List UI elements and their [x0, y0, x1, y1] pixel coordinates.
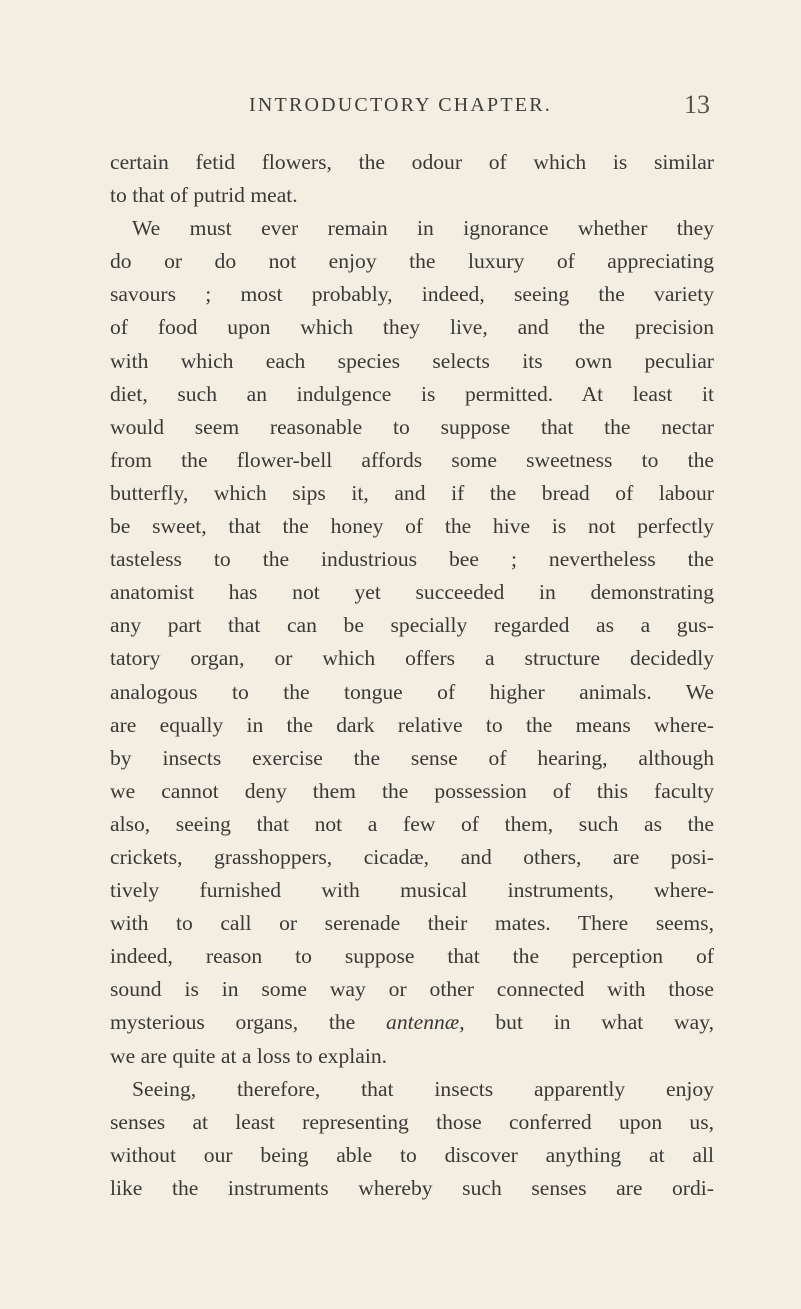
line-before-italic: mysterious organs, the [110, 1010, 387, 1035]
text-line: do or do not enjoy the luxury of appreciating [110, 249, 714, 274]
text-line: we cannot deny them the possession of this faculty [110, 778, 714, 803]
text-line: any part that can be specially regarded as a gus- [110, 613, 714, 638]
paragraph-end-line: we are quite at a loss to explain. [110, 1043, 388, 1068]
page-number: 13 [684, 90, 710, 119]
text-line: diet, such an indulgence is permitted. At least it [110, 381, 714, 406]
text-line: be sweet, that the honey of the hive is not perfectly [110, 514, 714, 539]
italic-term-antennae: antennæ [386, 1010, 460, 1035]
page-header [0, 90, 801, 130]
text-line: tasteless to the industrious bee ; nevertheless the [110, 547, 714, 572]
text-line: like the instruments whereby such senses are ordi- [110, 1175, 714, 1200]
text-line-with-italic [110, 1006, 714, 1039]
paragraph-start-line: Seeing, therefore, that insects apparently enjoy [132, 1076, 714, 1101]
text-line: with which each species selects its own peculiar [110, 348, 714, 373]
text-line: also, seeing that not a few of them, such as the [110, 811, 714, 836]
text-line: certain fetid flowers, the odour of which is similar [110, 150, 714, 174]
text-line: of food upon which they live, and the precision [110, 315, 714, 340]
text-line: sound is in some way or other connected with those [110, 977, 714, 1002]
text-line: tatory organ, or which offers a structure decidedly [110, 646, 714, 671]
text-line: senses at least representing those conferred upon us, [110, 1109, 714, 1134]
paragraph-end-line: to that of putrid meat. [110, 183, 298, 208]
text-line: analogous to the tongue of higher animals. We [110, 679, 714, 704]
text-line: by insects exercise the sense of hearing, although [110, 745, 714, 770]
line-after-italic: , but in what way, [459, 1010, 715, 1035]
running-title: INTRODUCTORY CHAPTER. [249, 94, 552, 116]
text-line: are equally in the dark relative to the means where- [110, 712, 714, 737]
paragraph-start-line: We must ever remain in ignorance whether they [132, 216, 714, 241]
text-line: with to call or serenade their mates. There seems, [110, 911, 714, 936]
text-line: without our being able to discover anything at all [110, 1142, 714, 1167]
text-line: crickets, grasshoppers, cicadæ, and others, are posi- [110, 844, 714, 869]
text-line: butterfly, which sips it, and if the bread of labour [110, 480, 714, 505]
text-line: anatomist has not yet succeeded in demonstrating [110, 580, 714, 605]
text-line: savours ; most probably, indeed, seeing the variety [110, 282, 714, 307]
body-text [110, 146, 714, 1205]
text-line: from the flower-bell affords some sweetness to the [110, 447, 714, 472]
text-line: tively furnished with musical instruments, where- [110, 878, 714, 903]
text-line: indeed, reason to suppose that the perception of [110, 944, 714, 969]
text-line: would seem reasonable to suppose that the nectar [110, 414, 714, 439]
